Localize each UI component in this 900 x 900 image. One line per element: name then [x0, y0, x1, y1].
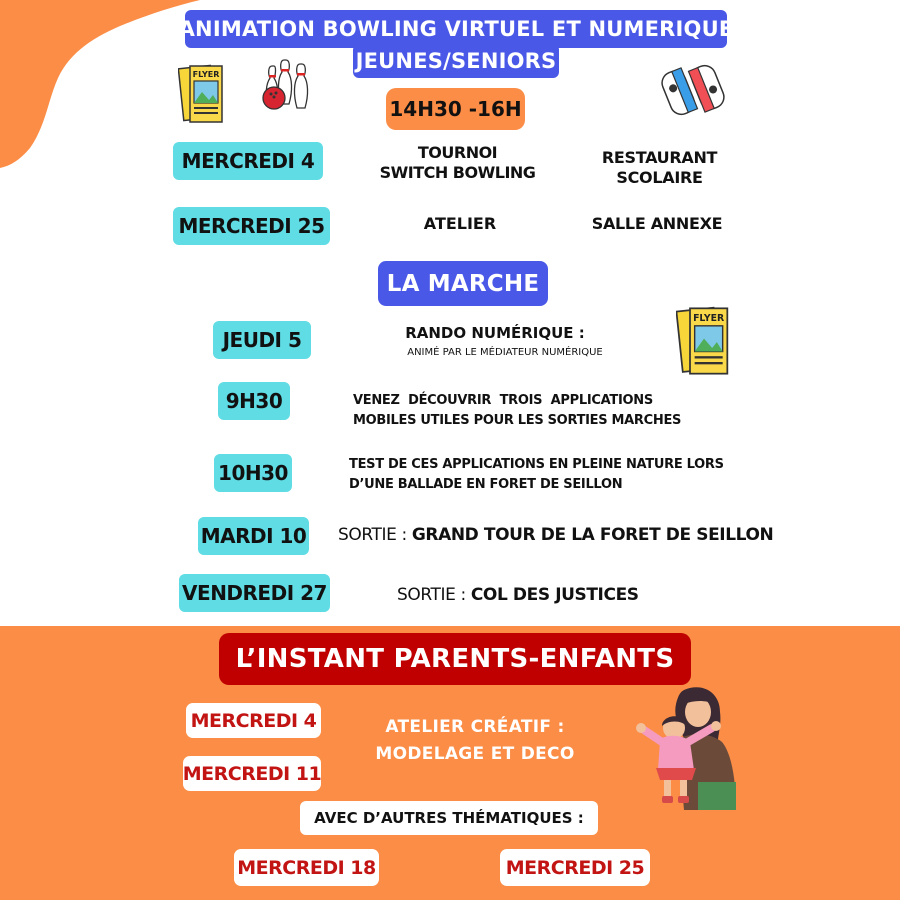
slot2-time: 10H30	[214, 454, 292, 492]
atelier-creatif-text	[365, 714, 585, 768]
atelier-line1: ATELIER CRÉATIF :	[385, 717, 565, 737]
rando-title: RANDO NUMÉRIQUE :	[405, 324, 585, 342]
jeudi-date: JEUDI 5	[213, 321, 311, 359]
flyer-label: FLYER	[693, 313, 725, 325]
parents-date-4: MERCREDI 25	[500, 849, 650, 886]
bowling-title-line2: JEUNES/SENIORS	[353, 44, 559, 78]
slot2-line2: D’UNE BALLADE EN FORET DE SEILLON	[349, 477, 623, 492]
bowling-date-2: MERCREDI 25	[173, 207, 330, 245]
bowling-activity-1	[360, 143, 555, 183]
vendredi-date: VENDREDI 27	[179, 574, 330, 612]
slot2-line1: TEST DE CES APPLICATIONS EN PLEINE NATURE LORS	[349, 457, 724, 472]
activity-line1: TOURNOI	[417, 143, 498, 162]
flyer-icon	[178, 62, 226, 126]
slot1-time: 9H30	[218, 382, 290, 420]
sortie-text: GRAND TOUR DE LA FORET DE SEILLON	[411, 525, 774, 545]
bowling-place-1	[577, 148, 742, 188]
sortie-text: COL DES JUSTICES	[470, 585, 639, 605]
mardi-sortie	[338, 525, 774, 545]
parent-child-illustration	[632, 682, 744, 812]
sortie-prefix: SORTIE :	[397, 585, 471, 605]
bowling-time-badge: 14H30 -16H	[386, 88, 525, 130]
rando-subtitle: ANIMÉ PAR LE MÉDIATEUR NUMÉRIQUE	[407, 347, 603, 358]
bowling-activity-2: ATELIER	[423, 214, 497, 233]
place-line2: SCOLAIRE	[616, 168, 703, 187]
parents-date-2: MERCREDI 11	[183, 756, 321, 791]
bowling-date-1: MERCREDI 4	[173, 142, 323, 180]
bowling-place-2: SALLE ANNEXE	[591, 214, 723, 233]
parents-title: L’INSTANT PARENTS-ENFANTS	[219, 633, 691, 685]
vendredi-sortie	[397, 585, 657, 605]
sortie-prefix: SORTIE :	[338, 525, 412, 545]
bowling-title-line1: ANIMATION BOWLING VIRTUEL ET NUMERIQUE	[185, 10, 727, 48]
parents-date-3: MERCREDI 18	[234, 849, 379, 886]
mardi-date: MARDI 10	[198, 517, 309, 555]
marche-title: LA MARCHE	[378, 261, 548, 306]
game-controllers-icon	[658, 56, 730, 126]
atelier-line2: MODELAGE ET DECO	[375, 744, 575, 764]
flyer-icon	[676, 302, 732, 380]
bowling-pins-icon	[258, 56, 324, 114]
flyer-label: FLYER	[192, 70, 220, 79]
place-line1: RESTAURANT	[601, 148, 718, 167]
other-themes-label: AVEC D’AUTRES THÉMATIQUES :	[300, 801, 598, 835]
slot1-line2: MOBILES UTILES POUR LES SORTIES MARCHES	[353, 413, 682, 428]
slot1-line1: VENEZ DÉCOUVRIR TROIS APPLICATIONS	[353, 393, 653, 408]
parents-date-1: MERCREDI 4	[186, 703, 321, 738]
activity-line2: SWITCH BOWLING	[379, 163, 536, 182]
slot2-text	[349, 455, 729, 495]
slot1-text	[353, 391, 683, 431]
